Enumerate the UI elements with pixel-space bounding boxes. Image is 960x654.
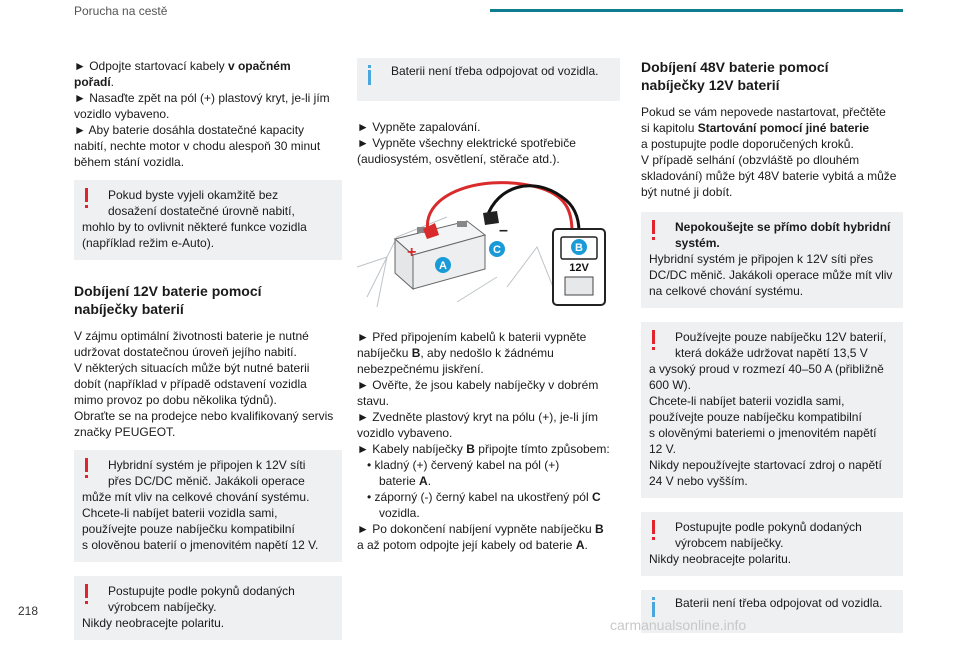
steps-list: ► Před připojením kabelů k baterii vypněte nabíječku B, aby nedošlo k žádnému nebezpečnému jiskření. ► Ověřte, že jsou kabely nabíječky v dobrém stavu. ► Zvedněte plastový kryt na pólu (+), je-li jím vozidlo vybaveno. ► Kabely nabíječky B připojte tímto způsobem: • kladný (+) červený kabel na pól (+) baterie A. • záporný (-) černý kabel na ukostřený pól C vozidla. ► Po dokončení nabíjení vypněte nabíječku B a až potom odpojte její kabely od baterie A. — [357, 330, 610, 552]
info-icon — [368, 70, 371, 85]
charger-label: 12V — [569, 262, 589, 274]
column-1 — [74, 58, 342, 654]
warning-icon — [85, 458, 88, 472]
watermark: carmanualsonline.info — [610, 617, 747, 633]
header-accent-bar — [490, 9, 903, 12]
intro-text: ► Odpojte startovací kabely v opačném pořadí. ► Nasaďte zpět na pól (+) plastový kryt, je-li jím vozidlo vybaveno. ► Aby baterie dosáhla dostatečné kapacity nabití, nechte motor v chodu alespoň 30 minut během stání vozidla. — [74, 59, 330, 169]
black-clamp — [483, 211, 499, 225]
warning-box: Nepokoušejte se přímo dobít hybridní systém. Hybridní systém je připojen k 12V síti přes DC/DC měnič. Jakákoli operace může mít vliv na celkové chování systému. — [641, 212, 903, 308]
steps-list: ► Vypněte zapalování. ► Vypněte všechny elektrické spotřebiče (audiosystém, osvětlení, stěrače atd.). — [357, 120, 576, 166]
section-heading: Dobíjení 48V baterie pomocí nabíječky 12V baterií — [641, 59, 829, 93]
warning-box: Pokud byste vyjeli okamžitě bez dosažení dostatečné úrovně nabití, mohlo by to ovlivnit některé funkce vozidla (například režim e-Auto). — [74, 180, 342, 260]
warning-box: Postupujte podle pokynů dodaných výrobcem nabíječky. Nikdy neobracejte polaritu. — [641, 512, 903, 576]
warning-icon — [652, 330, 655, 344]
section-body: V zájmu optimální životnosti baterie je nutné udržovat dostatečnou úroveň jejího nabití. V některých situacích může být nutné baterii dobít (například v případě odstavení vozidla mimo provoz po dobu několika týdnů). Obraťte se na prodejce nebo kvalifikovaný servis značky PEUGEOT. — [74, 329, 334, 439]
label-b — [571, 239, 587, 255]
column-2 — [357, 58, 620, 553]
page-header-title: Porucha na cestě — [74, 4, 168, 18]
info-icon — [652, 602, 655, 617]
label-c — [489, 241, 505, 257]
info-box: Baterii není třeba odpojovat od vozidla. — [357, 58, 620, 101]
svg-text:A: A — [439, 260, 447, 272]
warning-box: Hybridní systém je připojen k 12V síti přes DC/DC měnič. Jakákoli operace může mít vliv na celkové chování systému. Chcete-li nabíjet baterii vozidla sami, používejte pouze nabíječku kompatibilní s olověnou baterií o jmenovitém napětí 12 V. — [74, 450, 342, 562]
warning-icon — [652, 220, 655, 234]
warning-box: Používejte pouze nabíječku 12V baterií, která dokáže udržovat napětí 13,5 V a vysoký proud v rozmezí 40–50 A (přibližně 600 W). Chcete-li nabíjet baterii vozidla sami, používejte pouze nabíječku kompatibilní s olověnými bateriemi o jmenovitém napětí 12 V. Nikdy nepoužívejte startovací zdroj o napětí 24 V nebo vyšším. — [641, 322, 903, 498]
warning-icon — [85, 188, 88, 202]
svg-text:B: B — [575, 242, 583, 254]
label-a — [435, 257, 451, 273]
svg-text:C: C — [493, 244, 501, 256]
section-body: Pokud se vám nepovede nastartovat, přečtěte si kapitolu Startování pomocí jiné baterie a postupujte podle doporučených kroků. V případě selhání (obzvláště po dlouhém skladování) může být 48V baterie vybitá a může být nutné ji dobít. — [641, 105, 897, 199]
warning-icon — [85, 584, 88, 598]
section-heading: Dobíjení 12V baterie pomocí nabíječky baterií — [74, 283, 262, 317]
plus-sign: + — [407, 244, 417, 261]
column-3 — [641, 58, 903, 647]
warning-box: Postupujte podle pokynů dodaných výrobcem nabíječky. Nikdy neobracejte polaritu. — [74, 576, 342, 640]
battery-charger-illustration — [357, 177, 620, 309]
minus-sign: – — [499, 222, 508, 239]
page-number: 218 — [18, 604, 39, 618]
info-box: Baterii není třeba odpojovat od vozidla. — [641, 590, 903, 633]
warning-icon — [652, 520, 655, 534]
